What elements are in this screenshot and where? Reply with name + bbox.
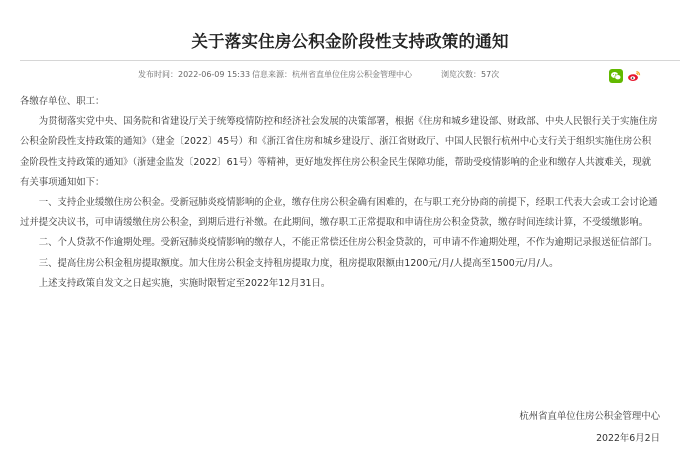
wechat-icon [609,69,623,83]
weibo-share-button[interactable] [627,69,641,83]
paragraph-item-1: 一、支持企业缓缴住房公积金。受新冠肺炎疫情影响的企业，缴存住房公积金确有困难的，在与职工充分协商的前提下，经职工代表大会或工会讨论通过并提交决议书，可申请缓缴住房公积金，到期后进行补缴。在此期间，缴存职工正常提取和申请住房公积金贷款，缴存时间连续计算，不受缓缴影响。 [20,197,658,229]
signature-date: 2022年6月2日 [596,433,660,444]
salutation: 各缴存单位、职工： [20,96,105,107]
info-source: 信息来源：杭州省直单位住房公积金管理中心 [252,70,412,79]
view-count: 浏览次数：57次 [441,70,500,79]
publish-time: 发布时间：2022-06-09 15:33 [138,70,251,79]
title-divider [20,60,680,61]
page-title: 关于落实住房公积金阶段性支持政策的通知 [191,32,509,51]
signature-block [519,406,660,450]
weibo-icon [627,69,641,83]
paragraph-item-2: 二、个人贷款不作逾期处理。受新冠肺炎疫情影响的缴存人，不能正常偿还住房公积金贷款的，可申请不作逾期处理，不作为逾期记录报送征信部门。 [38,237,658,249]
article-body [20,92,660,294]
paragraph-closing: 上述支持政策自发文之日起实施，实施时限暂定至2022年12月31日。 [38,277,331,289]
article-meta-bar [0,67,700,83]
paragraph-intro: 为贯彻落实党中央、国务院和省建设厅关于统筹疫情防控和经济社会发展的决策部署，根据《住房和城乡建设部、财政部、中央人民银行关于实施住房公积金阶段性支持政策的通知》（建金〔2022〕45号）和《浙江省住房和城乡建设厅、浙江省财政厅、中国人民银行杭州中心支行关于组织实施住房公积金阶段性支持政策的通知》（浙建金监发〔2022〕61号）等精神，更好地发挥住房公积金民生保障功能，帮助受疫情影响的企业和缴存人共渡难关，现就有关事项通知如下： [20,116,658,188]
paragraph-item-3: 三、提高住房公积金租房提取额度。加大住房公积金支持租房提取力度，租房提取限额由1200元/月/人提高至1500元/月/人。 [38,257,559,269]
signature-org: 杭州省直单位住房公积金管理中心 [519,411,660,422]
wechat-share-button[interactable] [609,69,623,83]
